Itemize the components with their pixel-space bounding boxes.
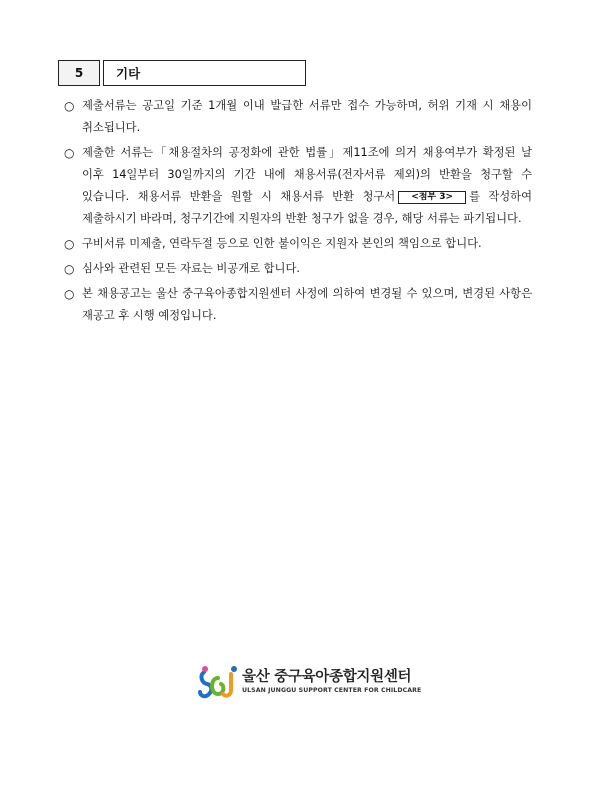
list-item [64, 233, 532, 255]
list-item [64, 95, 532, 139]
attachment-tag: <첨부 3> [398, 191, 466, 204]
circle-bullet-icon: ○ [64, 99, 75, 113]
list-item [64, 142, 532, 230]
item-text: 구비서류 미제출, 연락두절 등으로 인한 불이익은 지원자 본인의 책임으로 합니다. [82, 237, 482, 250]
circle-bullet-icon: ○ [64, 146, 75, 160]
item-text-part: 제출한 서류는「채용절차의 공정화에 관한 법률」제11조에 의거 채용여부가 확정된 날 이후 14일부터 30일까지의 기간 내에 채용서류(전자서류 제외)의 반환을 청구할 수 있습니다. 채용서류 반환을 원할 시 채용서류 반환 청구서 [82, 146, 532, 203]
logo-english-text: ULSAN JUNGGU SUPPORT CENTER FOR CHILDCARE [242, 687, 422, 694]
item-text: 본 채용공고는 울산 중구육아종합지원센터 사정에 의하여 변경될 수 있으며, 변경된 사항은 재공고 후 시행 예정입니다. [82, 287, 532, 322]
logo-mark-icon [198, 664, 240, 700]
item-text-part: 를 작성하여 제출하시기 바라며, 청구기간에 지원자의 반환 청구가 없을 경우, 해당 서류는 파기됩니다. [82, 190, 532, 225]
list-item [64, 283, 532, 327]
section-number: 5 [58, 60, 100, 86]
center-logo [198, 664, 421, 700]
item-text: 제출서류는 공고일 기준 1개월 이내 발급한 서류만 접수 가능하며, 허위 기재 시 채용이 취소됩니다. [82, 99, 532, 134]
notice-list [64, 95, 532, 330]
item-text: 심사와 관련된 모든 자료는 비공개로 합니다. [82, 262, 300, 275]
logo-korean-text: 울산 중구육아종합지원센터 [242, 669, 412, 685]
section-title: 기타 [103, 60, 306, 86]
circle-bullet-icon: ○ [64, 287, 75, 301]
circle-bullet-icon: ○ [64, 262, 75, 276]
circle-bullet-icon: ○ [64, 237, 75, 251]
section-header [58, 60, 306, 86]
list-item [64, 258, 532, 280]
item-text [82, 142, 532, 230]
